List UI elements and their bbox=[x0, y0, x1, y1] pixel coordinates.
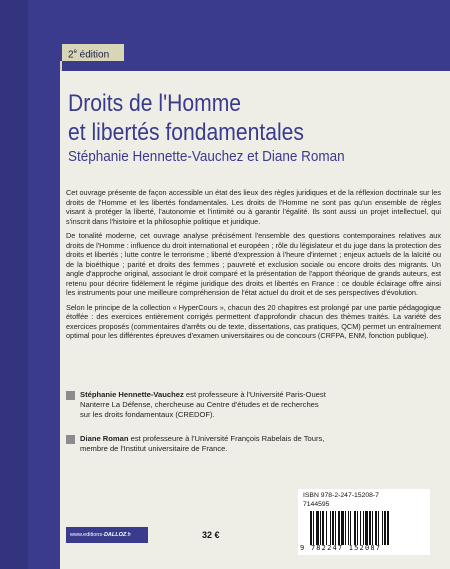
bullet-square-icon bbox=[66, 435, 75, 444]
description-paragraph: Selon le principe de la collection « HyperCours », chacun des 20 chapitres est prolongé par une partie pédagogique étoffée : des exercices entièrement corrigés permettent d'approfondir chacun des thèmes traités. La variété des exercices proposés (commentaires d'arrêts ou de texte, dissertations, cas pratiques, QCM) permet un entraînement optimal pour les différentes épreuves d'examen universitaires ou de concours (CRFPA, ENM, fonction publique). bbox=[66, 302, 441, 340]
bio-line: sur les droits fondamentaux (CREDOF). bbox=[80, 410, 215, 419]
bullet-square-icon bbox=[66, 391, 75, 400]
publisher-logo: DALLOZ bbox=[103, 532, 127, 538]
author-name: Diane Roman bbox=[80, 434, 129, 443]
barcode-icon bbox=[310, 511, 420, 545]
bio-line: est professeure à l'Université Paris-Ouest bbox=[183, 390, 326, 399]
isbn-code: 7144595 bbox=[303, 501, 330, 508]
edition-number: 2 bbox=[68, 49, 74, 61]
publisher-url-prefix: www.editions- bbox=[70, 532, 104, 538]
bio-line: membre de l'Institut universitaire de France. bbox=[80, 444, 228, 453]
isbn-label bbox=[303, 491, 379, 509]
book-authors: Stéphanie Hennette-Vauchez et Diane Roman bbox=[68, 148, 345, 165]
description-paragraph: Cet ouvrage présente de façon accessible un état des lieux des règles juridiques et de la réflexion doctrinale sur les droits de l'Homme et les libertés fondamentales. Les droits de l'Homme ne sont pas qu'un ensemble de règles visant à protéger la liberté, l'autonomie et l'intimité ou à garantir l'égalité. Ils sont aussi un projet intellectuel, qui s'inscrit dans l'histoire et la philosophie politique et juridique. bbox=[66, 188, 441, 226]
barcode-digits: 9 782247 152087 bbox=[300, 544, 382, 552]
publisher-url-suffix: .fr bbox=[126, 532, 132, 538]
description bbox=[66, 188, 441, 346]
isbn-barcode-box bbox=[298, 489, 430, 555]
book-title bbox=[68, 89, 385, 147]
price: 32 € bbox=[202, 530, 220, 540]
author-bio-text bbox=[80, 434, 420, 454]
edition-superscript: e bbox=[73, 49, 77, 55]
edition-tab bbox=[62, 44, 124, 61]
publisher-link[interactable] bbox=[66, 527, 148, 543]
title-line-2: et libertés fondamentales bbox=[68, 119, 304, 146]
isbn-number: ISBN 978-2-247-15208-7 bbox=[303, 492, 379, 499]
title-line-1: Droits de l'Homme bbox=[68, 90, 242, 117]
bio-line: Nanterre La Défense, chercheuse au Centre d'études et de recherches bbox=[80, 400, 319, 409]
edition-label: édition bbox=[76, 49, 110, 61]
author-name: Stéphanie Hennette-Vauchez bbox=[80, 390, 184, 399]
cover-spine-edge bbox=[0, 0, 28, 569]
author-bio-text bbox=[80, 390, 420, 420]
bio-line: est professeure à l'Université François Rabelais de Tours, bbox=[128, 434, 325, 443]
edition-divider bbox=[60, 61, 62, 71]
description-paragraph: De tonalité moderne, cet ouvrage analyse précisément l'ensemble des questions contemporaines relatives aux droits de l'Homme : influence du droit international et européen ; rôle du législateur et du juge dans la protection des droits et libertés ; lutte contre le terrorisme ; liberté d'expression à l'heure d'internet ; enjeux actuels de la laïcité ou de la bioéthique ; parité et droits des femmes ; pauvreté et exclusion sociale ou encore droits des migrants. Un angle d'approche original, associant le droit comparé et la présentation de l'apport théorique de grands auteurs, est retenu pour décrire fidèlement le régime juridique des droits et libertés en France : ce double éclairage offre ainsi les instruments pour une meilleure compréhension de l'état actuel du droit et de ses perspectives d'évolution. bbox=[66, 231, 441, 297]
